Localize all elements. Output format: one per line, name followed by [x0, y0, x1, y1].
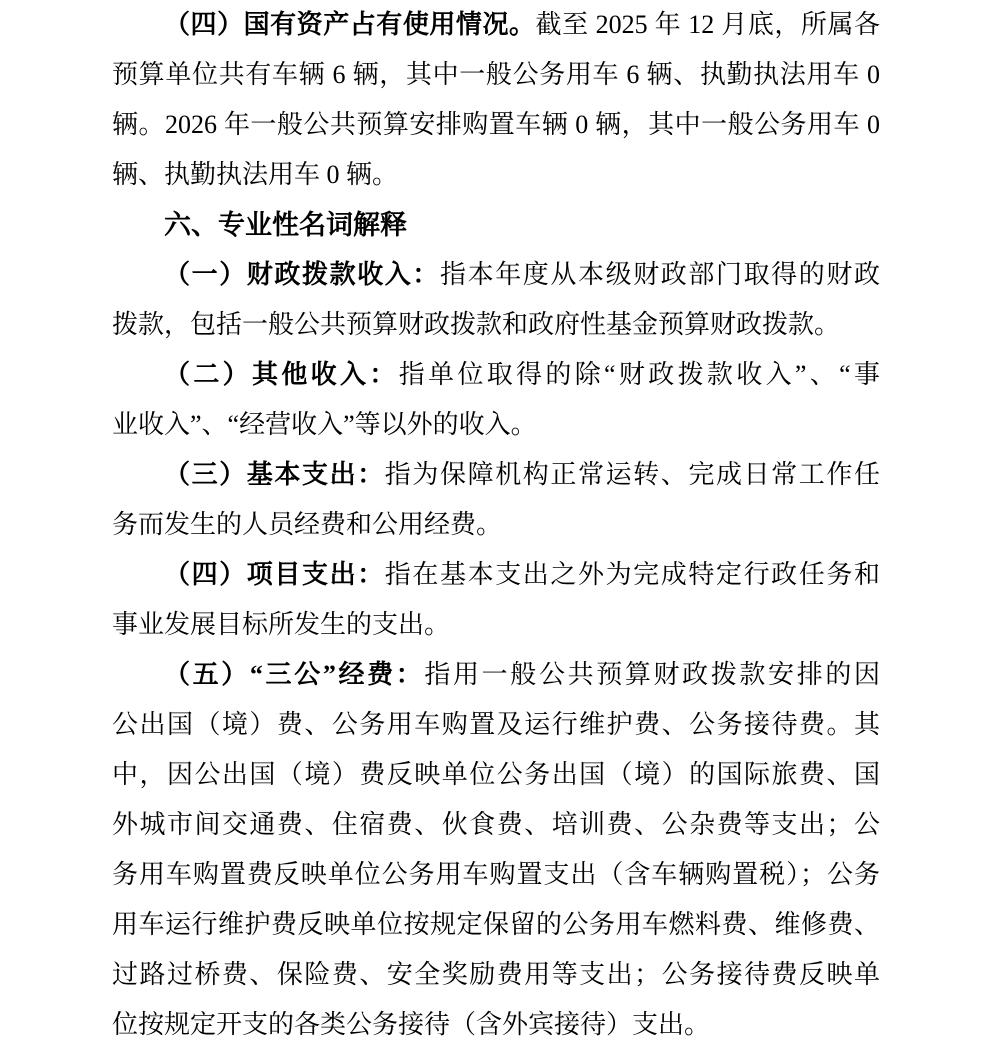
text-line — [112, 650, 880, 700]
text-line — [112, 250, 880, 300]
line-text: 指为保障机构正常运转、完成日常工作任 — [384, 460, 880, 489]
line-text: 指在基本支出之外为完成特定行政任务和 — [384, 560, 880, 589]
text-line: 务用车购置费反映单位公务用车购置支出（含车辆购置税）；公务 — [112, 860, 880, 889]
text-line: 预算单位共有车辆 6 辆，其中一般公务用车 6 辆、执勤执法用车 0 — [112, 60, 880, 89]
text-line: 外城市间交通费、住宿费、伙食费、培训费、公杂费等支出；公 — [112, 810, 880, 839]
text-line: 过路过桥费、保险费、安全奖励费用等支出；公务接待费反映单 — [112, 960, 880, 989]
paragraph-lead: （三）基本支出： — [164, 460, 385, 489]
text-line: 拨款，包括一般公共预算财政拨款和政府性基金预算财政拨款。 — [112, 310, 841, 339]
line-text: 截至 2025 年 12 月底，所属各 — [535, 10, 880, 39]
text-line: 中，因公出国（境）费反映单位公务出国（境）的国际旅费、国 — [112, 760, 880, 789]
text-line: 公出国（境）费、公务用车购置及运行维护费、公务接待费。其 — [112, 710, 880, 739]
paragraph-lead: （二）其他收入： — [164, 360, 399, 389]
text-line: 事业发展目标所发生的支出。 — [112, 610, 451, 639]
text-line — [112, 0, 880, 50]
text-line: 辆、执勤执法用车 0 辆。 — [112, 160, 399, 189]
text-line: 用车运行维护费反映单位按规定保留的公务用车燃料费、维修费、 — [112, 910, 880, 939]
text-line — [112, 350, 880, 400]
text-line — [112, 450, 880, 500]
text-line: 辆。2026 年一般公共预算安排购置车辆 0 辆，其中一般公务用车 0 — [112, 110, 880, 139]
text-line: 位按规定开支的各类公务接待（含外宾接待）支出。 — [112, 1010, 711, 1039]
line-text: 指本年度从本级财政部门取得的财政 — [440, 260, 880, 289]
section-heading: 六、专业性名词解释 — [164, 210, 407, 240]
line-text: 指用一般公共预算财政拨款安排的因 — [424, 660, 880, 689]
paragraph-lead: （五）“三公”经费： — [164, 660, 425, 689]
text-line: 务而发生的人员经费和公用经费。 — [112, 510, 503, 539]
paragraph-lead: （一）财政拨款收入： — [164, 260, 440, 289]
line-text: 指单位取得的除“财政拨款收入”、“事 — [398, 360, 880, 389]
text-line — [112, 550, 880, 600]
paragraph-lead: （四）国有资产占有使用情况。 — [164, 10, 536, 39]
text-line: 业收入”、“经营收入”等以外的收入。 — [112, 410, 537, 439]
paragraph-lead: （四）项目支出： — [164, 560, 385, 589]
